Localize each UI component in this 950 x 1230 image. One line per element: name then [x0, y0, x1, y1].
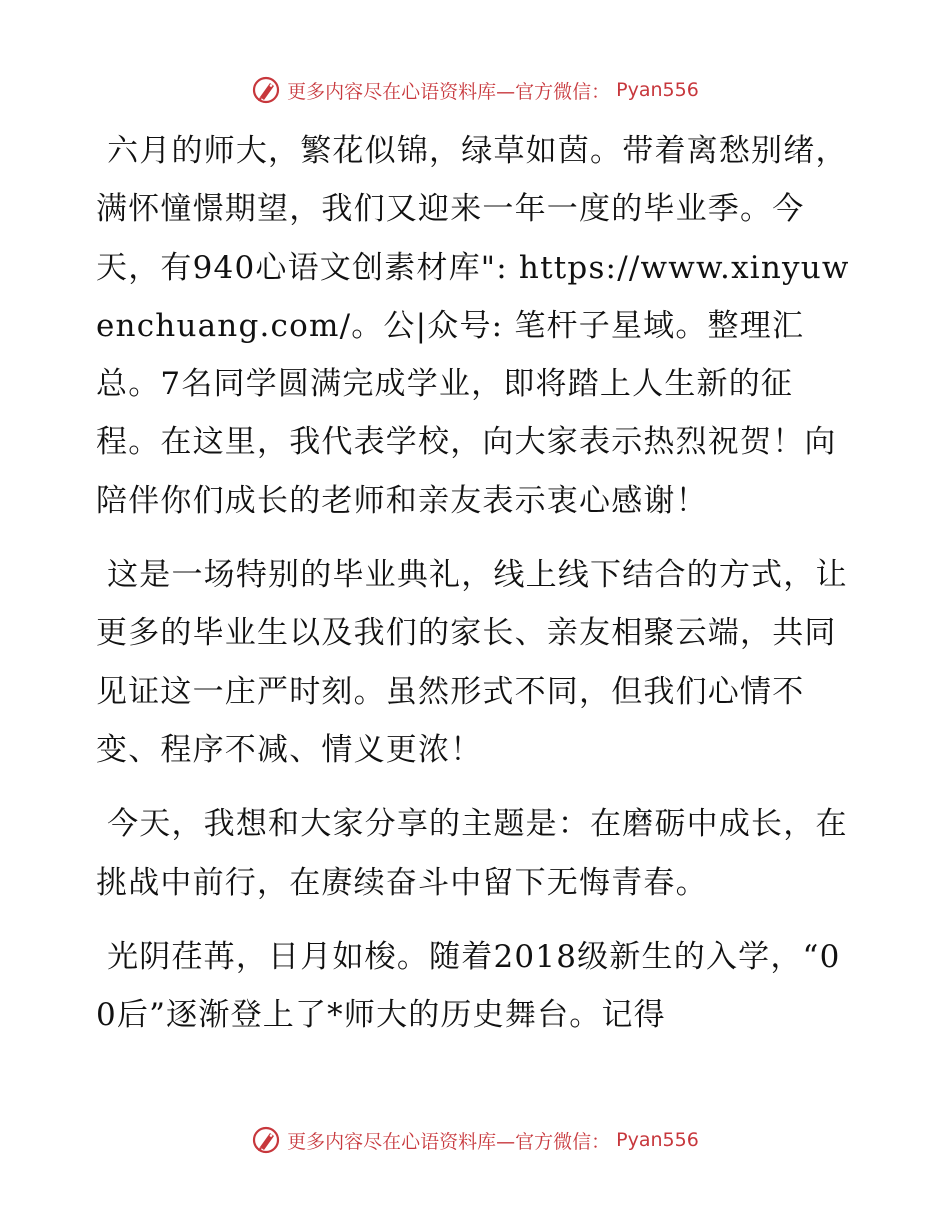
document-body: [96, 122, 856, 1044]
footer-wechat-handle: Pyan556: [616, 1129, 699, 1151]
header-banner-text: 更多内容尽在心语资料库—官方微信：: [287, 80, 611, 103]
footer-banner-text: 更多内容尽在心语资料库—官方微信：: [287, 1130, 611, 1153]
page-footer: [0, 1120, 950, 1160]
footer-banner: [251, 1125, 699, 1155]
header-banner: [251, 75, 699, 105]
header-wechat-handle: Pyan556: [616, 79, 699, 101]
page-header: [0, 70, 950, 110]
pen-nib-logo-icon: [251, 75, 281, 105]
paragraph-2: 这是一场特别的毕业典礼，线上线下结合的方式，让更多的毕业生以及我们的家长、亲友相聚云端，共同见证这一庄严时刻。虽然形式不同，但我们心情不变、程序不减、情义更浓！: [96, 557, 848, 768]
paragraph-1: 六月的师大，繁花似锦，绿草如茵。带着离愁别绪，满怀憧憬期望，我们又迎来一年一度的毕业季。今天，有940心语文创素材库": https://www.xinyuwenchuang.com/。公|众号: 笔杆子星域。整理汇总。7名同学圆满完成学业，即将踏上人生新的征程。在这里，我代表学校，向大家表示热烈祝贺！向陪伴你们成长的老师和亲友表示衷心感谢！: [96, 133, 850, 519]
pen-nib-logo-icon: [251, 1125, 281, 1155]
paragraph-4: 光阴荏苒，日月如梭。随着2018级新生的入学，“00后”逐渐登上了*师大的历史舞台。记得: [96, 938, 841, 1034]
paragraph-3: 今天，我想和大家分享的主题是：在磨砺中成长，在挑战中前行，在赓续奋斗中留下无悔青春。: [96, 806, 848, 901]
